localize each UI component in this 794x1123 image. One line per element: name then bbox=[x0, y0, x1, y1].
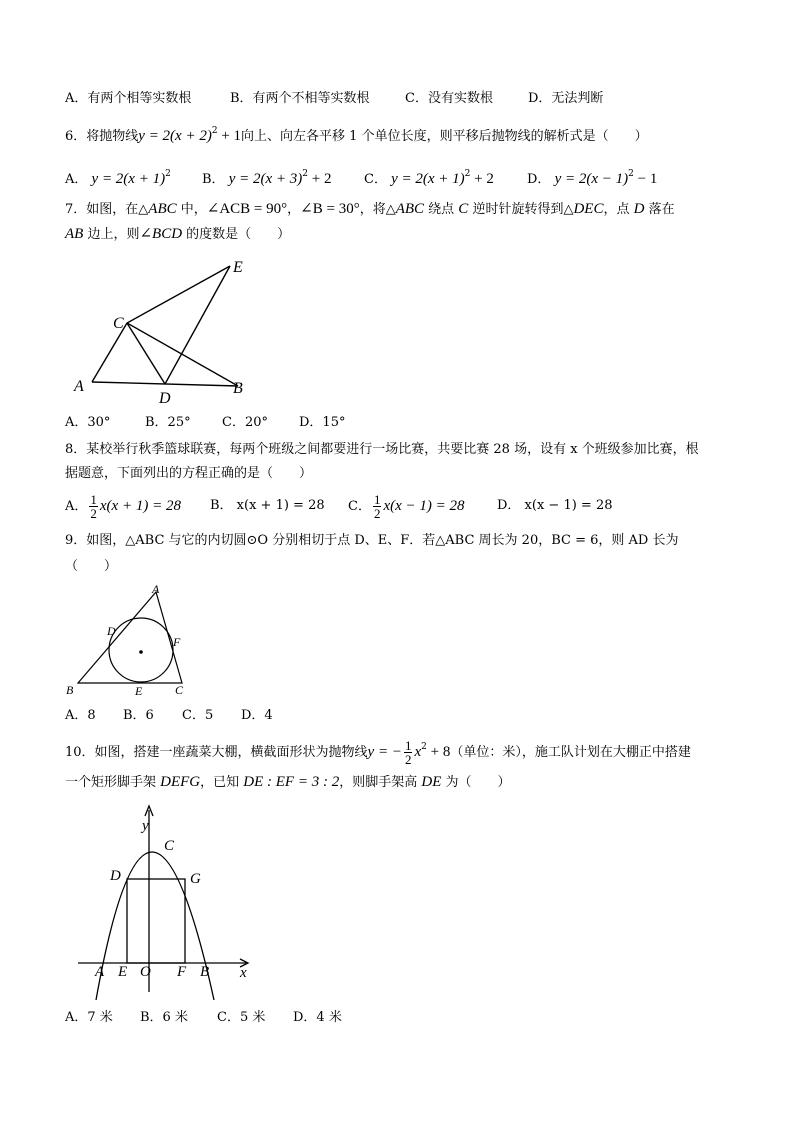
option-expr: y = 2(x − 1) bbox=[554, 171, 629, 187]
q9-label-c: C bbox=[175, 683, 184, 697]
q10-text: ，则脚手架高 bbox=[339, 775, 422, 790]
q7-option-a: A．30° bbox=[65, 415, 111, 430]
option-tail: − 1 bbox=[633, 171, 658, 187]
q6-function: y = 2(x + 2) bbox=[138, 128, 212, 144]
fraction-numerator: 1 bbox=[90, 492, 97, 507]
q10-label-o: O bbox=[140, 964, 151, 980]
q7-label-c: C bbox=[113, 315, 124, 332]
q9-label-d: D bbox=[107, 624, 116, 638]
q6-option-c bbox=[364, 164, 494, 190]
option-expr: x(x + 1) = 28 bbox=[99, 498, 181, 514]
q8-question-line1: 8．某校举行秋季篮球联赛，每两个班级之间都要进行一场比赛，共要比赛 28 场，设有 x 个班级参加比赛，根 bbox=[65, 442, 699, 457]
q10-option-b: B．6 米 bbox=[140, 1010, 188, 1025]
option-label: B． bbox=[202, 172, 225, 187]
q10-label-x: x bbox=[240, 965, 247, 981]
q10-label-d: D bbox=[110, 868, 121, 884]
q10-label-e: E bbox=[118, 964, 128, 980]
q7-math: ABC bbox=[395, 201, 425, 217]
q7-text: 落在 bbox=[644, 202, 675, 217]
q7-text: ，点 bbox=[603, 202, 634, 217]
q8-option-d: D． x(x − 1) = 28 bbox=[497, 498, 613, 513]
q10-text: 一个矩形脚手架 bbox=[65, 775, 161, 790]
q7-label-e: E bbox=[233, 259, 243, 276]
option-exponent: 2 bbox=[302, 169, 308, 179]
q7-text: 7．如图，在△ bbox=[65, 202, 149, 217]
q6-question bbox=[65, 121, 648, 147]
q9-option-b: B．6 bbox=[123, 708, 154, 723]
option-label: A． bbox=[65, 499, 88, 514]
q7-text: 逆时针旋转得到△ bbox=[468, 202, 574, 217]
q10-math: DE : EF = 3 : 2 bbox=[243, 774, 340, 790]
q10-math: DE bbox=[421, 774, 442, 790]
q10-label-f: F bbox=[177, 964, 187, 980]
q9-option-c: C．5 bbox=[182, 708, 214, 723]
q7-text: ， bbox=[287, 202, 301, 217]
q9-label-b: B bbox=[66, 683, 74, 697]
q7-math: D bbox=[633, 201, 645, 217]
q10-option-a: A．7 米 bbox=[65, 1010, 113, 1025]
q7-text: ，将△ bbox=[359, 202, 396, 217]
q9-question-line2: （ ） bbox=[65, 559, 118, 574]
q7-question-line2 bbox=[65, 224, 290, 245]
q10-option-d: D．4 米 bbox=[293, 1010, 342, 1025]
q7-option-d: D．15° bbox=[299, 415, 346, 430]
half-fraction bbox=[89, 493, 98, 520]
fraction-denominator: 2 bbox=[404, 752, 412, 767]
option-tail: + 2 bbox=[470, 171, 494, 187]
q8-option-c bbox=[348, 491, 465, 522]
q7-math: ∠BCD bbox=[139, 226, 183, 242]
q8-option-a bbox=[65, 491, 181, 522]
q10-math: y = − bbox=[367, 744, 402, 760]
q9-question-line1: 9．如图，△ABC 与它的内切圆⊙O 分别相切于点 D、E、F．若△ABC 周长为 20，BC = 6，则 AD 长为 bbox=[65, 533, 679, 548]
half-fraction bbox=[373, 493, 382, 520]
q6-prefix: 6．将抛物线 bbox=[65, 129, 139, 144]
option-label: A． bbox=[65, 172, 88, 187]
option-label: C． bbox=[364, 172, 387, 187]
q5-option-a: A．有两个相等实数根 bbox=[65, 91, 192, 106]
q10-math: DEFG bbox=[160, 774, 201, 790]
q7-text: 绕点 bbox=[424, 202, 459, 217]
q9-label-a: A bbox=[152, 582, 160, 596]
q6-option-a bbox=[65, 164, 171, 190]
q9-label-f: F bbox=[173, 635, 181, 649]
q7-option-b: B．25° bbox=[145, 415, 191, 430]
option-expr: x(x − 1) = 28 bbox=[383, 498, 465, 514]
q9-figure bbox=[60, 580, 200, 698]
option-expr: y = 2(x + 3) bbox=[228, 171, 303, 187]
q10-figure bbox=[60, 800, 260, 1005]
q10-label-b: B bbox=[200, 964, 210, 980]
q10-text: 10．如图，搭建一座蔬菜大棚，横截面形状为抛物线 bbox=[65, 745, 368, 760]
q10-exponent: 2 bbox=[421, 742, 427, 752]
q7-label-b: B bbox=[233, 380, 243, 397]
q10-option-c: C．5 米 bbox=[217, 1010, 266, 1025]
option-label: C． bbox=[348, 499, 371, 514]
q7-math: DEC bbox=[573, 201, 604, 217]
option-tail: + 2 bbox=[308, 171, 332, 187]
q6-suffix: 向上、向左各平移 1 个单位长度，则平移后抛物线的解析式是（ ） bbox=[241, 129, 648, 144]
option-expr: y = 2(x + 1) bbox=[91, 171, 166, 187]
fraction-numerator: 1 bbox=[373, 492, 381, 507]
q5-option-b: B．有两个不相等实数根 bbox=[230, 91, 370, 106]
q10-text: （单位：米），施工队计划在大棚正中搭建 bbox=[450, 745, 691, 760]
q7-option-c: C．20° bbox=[222, 415, 268, 430]
q5-option-d: D．无法判断 bbox=[528, 91, 604, 106]
q10-math: x bbox=[414, 744, 422, 760]
q10-label-a: A bbox=[95, 964, 105, 980]
q10-math: + 8 bbox=[426, 744, 451, 760]
q6-exponent: 2 bbox=[211, 126, 218, 136]
q7-text: 中， bbox=[176, 202, 207, 217]
q7-text: 的度数是（ ） bbox=[182, 227, 291, 242]
q10-label-g: G bbox=[190, 871, 201, 887]
q10-question-line1 bbox=[65, 730, 691, 770]
q7-text: 边上，则 bbox=[83, 227, 140, 242]
q9-option-a: A．8 bbox=[65, 708, 96, 723]
q7-math: AB bbox=[65, 226, 84, 242]
fraction-denominator: 2 bbox=[373, 506, 381, 521]
q6-function-tail: + 1 bbox=[217, 128, 242, 144]
q7-math: ∠ACB = 90° bbox=[206, 201, 288, 217]
q7-math: C bbox=[458, 201, 469, 217]
q10-label-c: C bbox=[164, 838, 175, 854]
q8-question-line2: 据题意，下面列出的方程正确的是（ ） bbox=[65, 466, 313, 481]
q10-label-y: y bbox=[142, 818, 149, 834]
q9-label-e: E bbox=[135, 684, 143, 698]
incircle-center-dot bbox=[139, 650, 143, 654]
q6-option-d bbox=[527, 164, 657, 190]
q6-option-b bbox=[202, 164, 331, 190]
q7-math: ABC bbox=[148, 201, 177, 217]
q7-math: ∠B = 30° bbox=[300, 201, 360, 217]
fraction-numerator: 1 bbox=[404, 738, 412, 753]
fraction-denominator: 2 bbox=[90, 506, 97, 521]
q10-text: ，已知 bbox=[200, 775, 244, 790]
q7-label-a: A bbox=[74, 378, 84, 395]
q10-question-line2 bbox=[65, 772, 511, 793]
option-expr: y = 2(x + 1) bbox=[391, 171, 465, 187]
q7-label-d: D bbox=[159, 390, 171, 407]
q9-option-d: D．4 bbox=[241, 708, 273, 723]
q7-question-line1 bbox=[65, 199, 675, 220]
q8-option-b: B． x(x + 1) = 28 bbox=[210, 498, 325, 513]
q10-fraction bbox=[404, 739, 413, 766]
option-label: D． bbox=[527, 172, 551, 187]
option-exponent: 2 bbox=[628, 169, 634, 179]
option-exponent: 2 bbox=[165, 169, 171, 179]
q5-option-c: C．没有实数根 bbox=[405, 91, 493, 106]
option-exponent: 2 bbox=[464, 169, 471, 179]
q10-text: 为（ ） bbox=[441, 775, 511, 790]
q7-figure bbox=[60, 252, 260, 407]
